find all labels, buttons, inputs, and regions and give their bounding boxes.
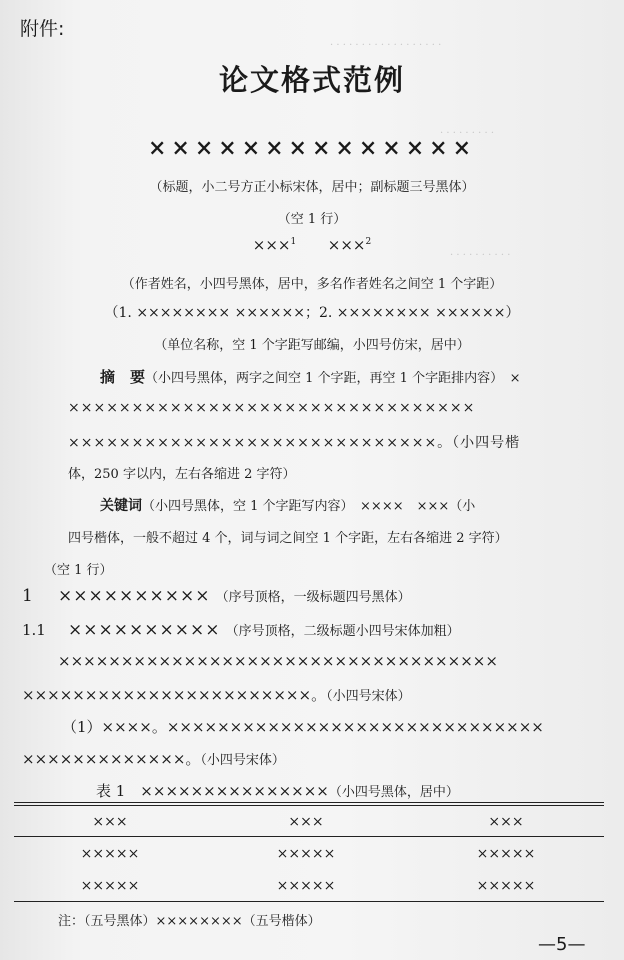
- table-caption-note: （小四号黑体，居中）: [328, 785, 459, 800]
- heading1-note: （序号顶格，一级标题四号黑体）: [215, 590, 411, 605]
- abstract-label: 摘 要: [100, 368, 146, 386]
- table-cell: ×××: [488, 814, 524, 830]
- abstract-line-2: ××××××××××××××××××××××××××××××××: [68, 400, 476, 416]
- numbered-paragraph-note: （小四号宋体）: [200, 753, 285, 768]
- table-top-rule-2: [14, 805, 604, 806]
- heading-level-2: [22, 620, 460, 640]
- keywords-text-1: （小四号黑体，空 1 个字距写内容） ×××× ×××（小: [142, 499, 476, 514]
- body-paragraph-text-2: ×××××××××××××××××××××××。: [22, 686, 327, 704]
- author-names: [0, 236, 624, 254]
- abstract-text-1: （小四号黑体，两字之间空 1 个字距，再空 1 个字距排内容） ×: [145, 371, 521, 386]
- page-number: —5—: [538, 934, 586, 955]
- table-footnote: 注：（五号黑体）××××××××（五号楷体）: [58, 914, 321, 929]
- table-header-rule: [14, 836, 604, 837]
- affiliation-line: （1. ×××××××× ××××××；2. ×××××××× ××××××）: [104, 305, 520, 321]
- table-caption-text: 表 1 ×××××××××××××××: [96, 782, 329, 800]
- heading-level-1: [22, 586, 411, 606]
- table-cell: ×××: [288, 814, 324, 830]
- author-format-note: （作者姓名，小四号黑体，居中，多名作者姓名之间空 1 个字距）: [121, 277, 503, 292]
- keywords-line-1: [100, 495, 475, 515]
- table-top-rule: [14, 802, 604, 803]
- page-title: 论文格式范例: [218, 63, 405, 97]
- heading1-number: 1: [22, 586, 34, 606]
- attachment-label: 附件:: [20, 18, 65, 40]
- author-sup-1: 1: [290, 237, 297, 247]
- table-cell: ×××: [92, 814, 128, 830]
- keywords-label: 关键词: [100, 498, 142, 514]
- numbered-paragraph-line-2: [22, 748, 285, 769]
- heading2-text: ××××××××××: [68, 620, 221, 640]
- heading1-text: ××××××××××: [58, 586, 211, 606]
- paper-title-placeholder: ××××××××××××××: [147, 135, 477, 161]
- title-format-note: （标题，小二号方正小标宋体，居中；副标题三号黑体）: [149, 180, 475, 195]
- table-cell: ×××××: [476, 846, 536, 862]
- table-caption: [96, 780, 459, 801]
- numbered-paragraph-text-2: ×××××××××××××。: [22, 750, 201, 768]
- affiliation-format-note: （单位名称，空 1 个字距写邮编，小四号仿宋，居中）: [154, 338, 470, 353]
- author-name-1: ×××: [252, 236, 291, 254]
- bleed-through-text: · · · · · · · · · · · · · · · · · ·: [330, 40, 442, 51]
- table-bottom-rule: [14, 901, 604, 902]
- body-paragraph-line-1: ×××××××××××××××××××××××××××××××××××: [58, 652, 498, 670]
- abstract-line-3: ×××××××××××××××××××××××××××××。（小四号楷: [68, 435, 521, 451]
- keywords-line-2: 四号楷体，一般不超过 4 个，词与词之间空 1 个字距，左右各缩进 2 字符）: [68, 531, 508, 546]
- author-sup-2: 2: [365, 237, 372, 247]
- bleed-through-text: · · · · · · · · · ·: [450, 250, 511, 261]
- author-name-2: ×××: [327, 236, 366, 254]
- table-cell: ×××××: [80, 878, 140, 894]
- table-cell: ×××××: [276, 878, 336, 894]
- blank-line-note-2: （空 1 行）: [44, 563, 113, 578]
- heading2-note: （序号顶格，二级标题小四号宋体加粗）: [225, 624, 460, 639]
- heading2-number: 1.1: [22, 621, 46, 639]
- numbered-paragraph-line-1: （1）××××。××××××××××××××××××××××××××××××: [62, 718, 544, 736]
- body-paragraph-note: （小四号宋体）: [326, 689, 411, 704]
- table-cell: ×××××: [476, 878, 536, 894]
- bleed-through-text: · · · · · · · · ·: [440, 128, 495, 139]
- table-cell: ×××××: [276, 846, 336, 862]
- abstract-line-4: 体，250 字以内，左右各缩进 2 字符）: [68, 467, 296, 482]
- blank-line-note: （空 1 行）: [277, 212, 347, 227]
- abstract-line-1: [100, 366, 520, 387]
- table-cell: ×××××: [80, 846, 140, 862]
- body-paragraph-line-2: [22, 684, 411, 705]
